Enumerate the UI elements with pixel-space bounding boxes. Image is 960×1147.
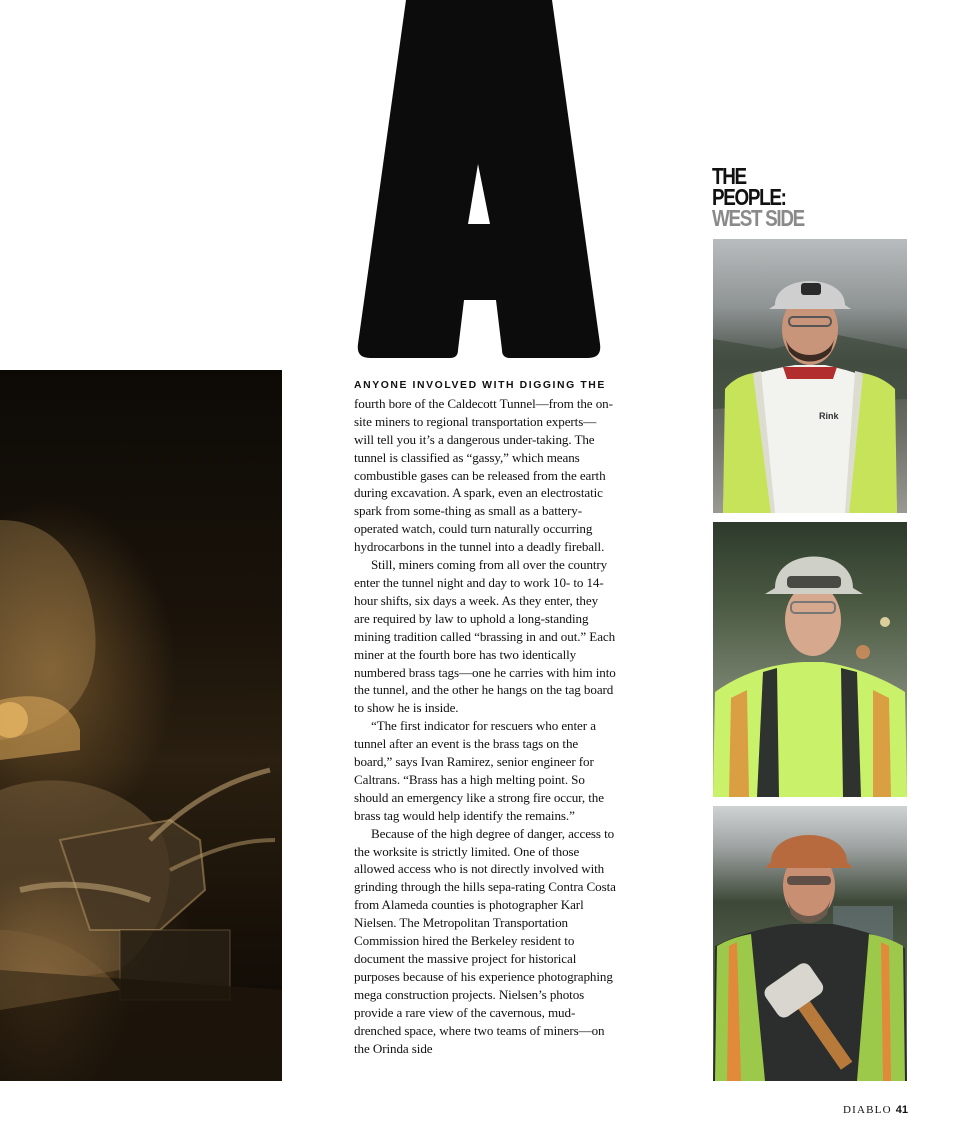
heading-line-west-side: WEST SIDE xyxy=(712,205,804,231)
people-heading xyxy=(712,163,810,231)
article-paragraph-3: “The first indicator for rescuers who enter a tunnel after an event is the brass tags on the board,” says Ivan Ramirez, senior engineer for Caltrans. “Brass has a high melting point. So should an emergency like a strong fire occur, the brass tag would help identify the remains.” xyxy=(354,718,604,823)
big-letter-a xyxy=(356,0,602,360)
heading-line-the: THE xyxy=(712,163,746,189)
article-paragraph-2: Still, miners coming from all over the country enter the tunnel night and day to work 10- to 14-hour shifts, six days a week. As they enter, they are required by law to uphold a long-standing mining tradition called “brassing in and out.” Each miner at the fourth bore has two identically numbered brass tags—one he carries with him into the tunnel, and the other he hangs on the tag board to show he is inside. xyxy=(354,557,616,716)
folio-publication: DIABLO xyxy=(842,1104,892,1116)
article-paragraph-1-text: fourth bore of the Caldecott Tunnel—from the on-site miners to regional transportation experts—will tell you it’s a dangerous under-taking. The tunnel is classified as “gassy,” which means combustible gases can be released from the earth during excavation. A spark, even an electrostatic spark from some-thing as small as a battery-operated watch, could turn naturally occurring hydrocarbons in the tunnel into a deadly fireball. xyxy=(354,395,613,555)
miner-1-figure xyxy=(713,239,907,513)
article-paragraph-4: Because of the high degree of danger, access to the worksite is strictly limited. One of those allowed access who is not directly involved with grinding through the hills sepa-rating Contra Costa from Alameda counties is photographer Karl Nielsen. The Metropolitan Transportation Commission hired the Berkeley resident to document the massive project for historical purposes because of his experience photographing mega construction projects. Nielsen’s photos provide a rare view of the cavernous, mud-drenched space, where two teams of miners—on the Orinda side xyxy=(354,825,616,1056)
heading-line-people: PEOPLE: xyxy=(712,184,786,210)
article-paragraph-1 xyxy=(354,375,616,556)
tunnel-photo xyxy=(0,370,282,1081)
miner-portrait-3 xyxy=(713,806,907,1081)
folio-page-number: 41 xyxy=(895,1104,908,1116)
tunnel-machinery-illustration xyxy=(0,370,282,1081)
miner-2-figure xyxy=(713,522,907,797)
article-lead-in: ANYONE INVOLVED WITH DIGGING THE xyxy=(354,380,606,391)
article-body xyxy=(354,375,616,1057)
miner-portrait-1 xyxy=(713,239,907,513)
shirt-logo-text: Rink xyxy=(819,411,839,421)
miner-3-figure xyxy=(713,806,907,1081)
miner-portrait-2 xyxy=(713,522,907,797)
page-folio xyxy=(812,1104,908,1116)
